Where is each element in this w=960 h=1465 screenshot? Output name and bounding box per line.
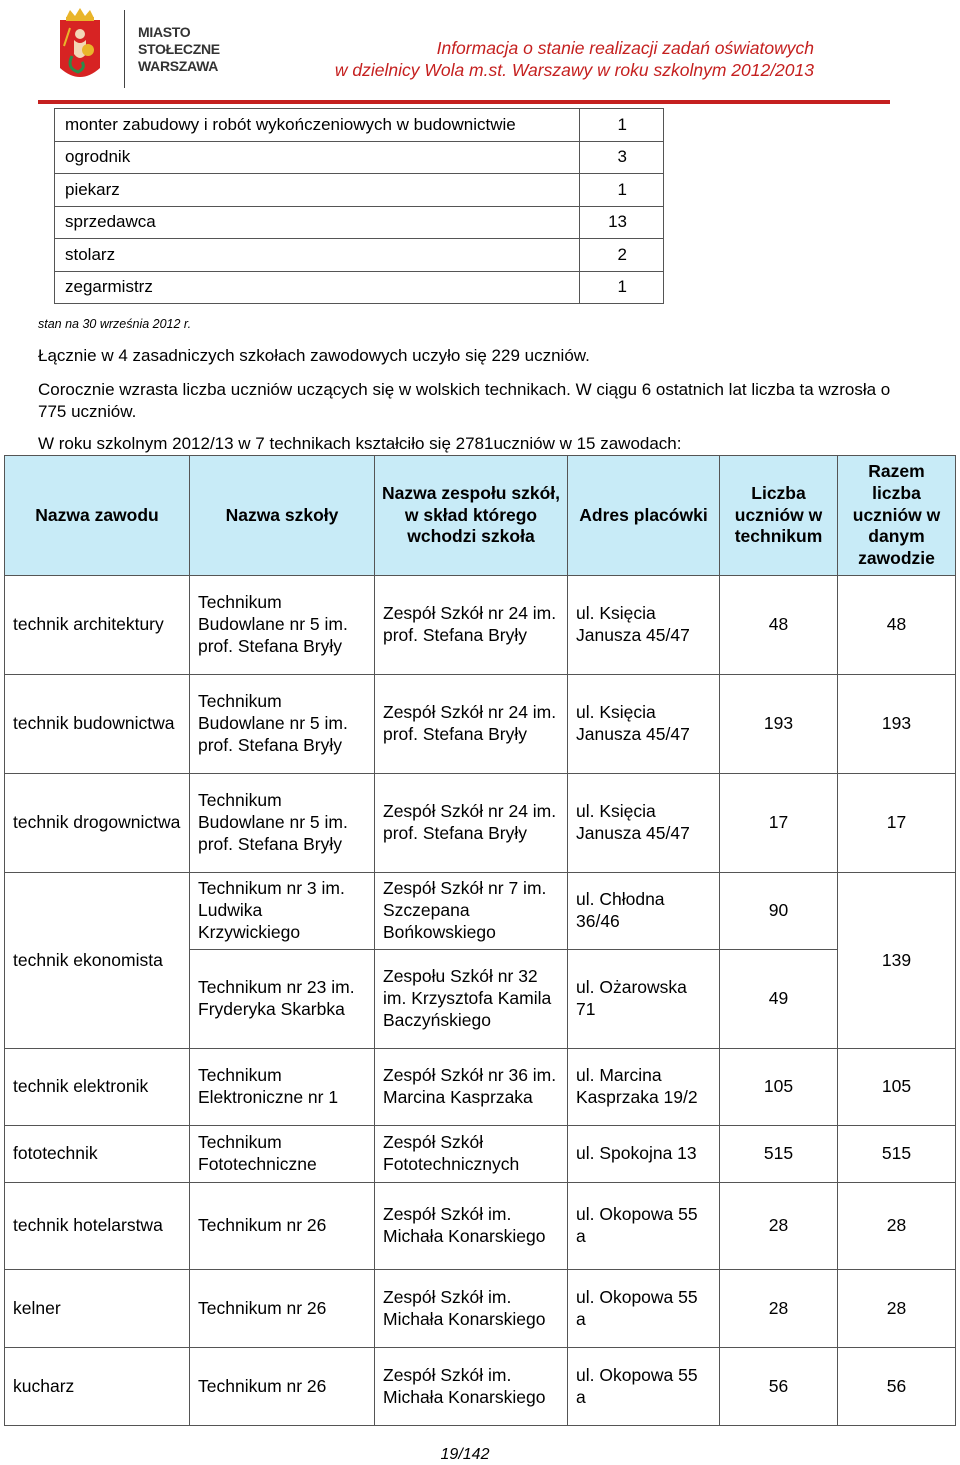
- table-row: [55, 174, 664, 207]
- address-cell: ul. Okopowa 55 a: [568, 1270, 720, 1348]
- total-cell: 56: [838, 1348, 956, 1426]
- paragraph-3: W roku szkolnym 2012/13 w 7 technikach kształciło się 2781uczniów w 15 zawodach:: [38, 434, 682, 453]
- total-cell: 105: [838, 1049, 956, 1126]
- profession-cell: technik budownictwa: [5, 675, 190, 774]
- logo-divider: [124, 10, 125, 88]
- profession-cell: technik drogownictwa: [5, 774, 190, 873]
- technical-schools-table: [4, 455, 956, 1426]
- school-cell: Technikum Budowlane nr 5 im. prof. Stefana Bryły: [190, 576, 375, 675]
- profession-count: 13: [580, 206, 664, 239]
- table-row: [5, 1049, 956, 1126]
- address-cell: ul. Ożarowska 71: [568, 950, 720, 1049]
- complex-cell: Zespół Szkół nr 24 im. prof. Stefana Bryły: [375, 576, 568, 675]
- total-cell: 139: [838, 873, 956, 1049]
- complex-cell: Zespół Szkół nr 7 im. Szczepana Bońkowskiego: [375, 873, 568, 950]
- warsaw-coat-of-arms-icon: [56, 6, 104, 86]
- header-title-line-1: Informacja o stanie realizacji zadań oświatowych: [436, 38, 814, 58]
- complex-cell: Zespołu Szkół nr 32 im. Krzysztofa Kamila Baczyńskiego: [375, 950, 568, 1049]
- table-row: [55, 141, 664, 174]
- profession-count: 1: [580, 109, 664, 142]
- table-row: [55, 239, 664, 272]
- complex-cell: Zespół Szkół nr 36 im. Marcina Kasprzaka: [375, 1049, 568, 1126]
- school-cell: Technikum Elektroniczne nr 1: [190, 1049, 375, 1126]
- table-row: [55, 109, 664, 142]
- address-cell: ul. Spokojna 13: [568, 1126, 720, 1183]
- address-cell: ul. Chłodna 36/46: [568, 873, 720, 950]
- header-school: Nazwa szkoły: [190, 456, 375, 576]
- students-cell: 515: [720, 1126, 838, 1183]
- address-cell: ul. Księcia Janusza 45/47: [568, 576, 720, 675]
- students-cell: 193: [720, 675, 838, 774]
- table-row: [5, 675, 956, 774]
- profession-cell: technik hotelarstwa: [5, 1183, 190, 1270]
- complex-cell: Zespół Szkół Fototechnicznych: [375, 1126, 568, 1183]
- logo-text-line-3: WARSZAWA: [138, 58, 219, 74]
- profession-count: 1: [580, 174, 664, 207]
- paragraph-2: Corocznie wzrasta liczba uczniów uczących się w wolskich technikach. W ciągu 6 ostatnich lat liczba ta wzrosła o 775 uczniów.: [38, 380, 891, 421]
- address-cell: ul. Księcia Janusza 45/47: [568, 774, 720, 873]
- table-row: [5, 873, 956, 950]
- students-cell: 49: [720, 950, 838, 1049]
- profession-cell: technik ekonomista: [5, 873, 190, 1049]
- profession-cell: fototechnik: [5, 1126, 190, 1183]
- header-students-count: Liczba uczniów w technikum: [720, 456, 838, 576]
- school-cell: Technikum nr 26: [190, 1348, 375, 1426]
- profession-cell: kelner: [5, 1270, 190, 1348]
- school-cell: Technikum Fototechniczne: [190, 1126, 375, 1183]
- table-header-row: [5, 456, 956, 576]
- professions-small-table: [54, 108, 664, 304]
- students-cell: 105: [720, 1049, 838, 1126]
- students-cell: 56: [720, 1348, 838, 1426]
- school-cell: Technikum nr 26: [190, 1270, 375, 1348]
- address-cell: ul. Okopowa 55 a: [568, 1183, 720, 1270]
- complex-cell: Zespół Szkół nr 24 im. prof. Stefana Bryły: [375, 675, 568, 774]
- total-cell: 515: [838, 1126, 956, 1183]
- school-cell: Technikum Budowlane nr 5 im. prof. Stefana Bryły: [190, 675, 375, 774]
- school-cell: Technikum Budowlane nr 5 im. prof. Stefana Bryły: [190, 774, 375, 873]
- table-row: [55, 271, 664, 304]
- table-row: [55, 206, 664, 239]
- school-cell: Technikum nr 3 im. Ludwika Krzywickiego: [190, 873, 375, 950]
- students-cell: 48: [720, 576, 838, 675]
- address-cell: ul. Marcina Kasprzaka 19/2: [568, 1049, 720, 1126]
- profession-count: 1: [580, 271, 664, 304]
- table-note: stan na 30 września 2012 r.: [38, 317, 192, 331]
- profession-name: monter zabudowy i robót wykończeniowych w budownictwie: [55, 109, 580, 142]
- complex-cell: Zespół Szkół im. Michała Konarskiego: [375, 1348, 568, 1426]
- profession-cell: kucharz: [5, 1348, 190, 1426]
- profession-name: piekarz: [55, 174, 580, 207]
- header-address: Adres placówki: [568, 456, 720, 576]
- profession-cell: technik architektury: [5, 576, 190, 675]
- logo-text-line-1: MIASTO: [138, 24, 191, 40]
- table-row: [5, 1270, 956, 1348]
- table-row: [5, 1183, 956, 1270]
- school-cell: Technikum nr 23 im. Fryderyka Skarbka: [190, 950, 375, 1049]
- header-title-line-2: w dzielnicy Wola m.st. Warszawy w roku szkolnym 2012/2013: [334, 60, 814, 80]
- profession-count: 3: [580, 141, 664, 174]
- total-cell: 28: [838, 1270, 956, 1348]
- profession-name: ogrodnik: [55, 141, 580, 174]
- students-cell: 28: [720, 1270, 838, 1348]
- students-cell: 28: [720, 1183, 838, 1270]
- school-cell: Technikum nr 26: [190, 1183, 375, 1270]
- address-cell: ul. Okopowa 55 a: [568, 1348, 720, 1426]
- students-cell: 90: [720, 873, 838, 950]
- table-row: [5, 1348, 956, 1426]
- students-cell: 17: [720, 774, 838, 873]
- address-cell: ul. Księcia Janusza 45/47: [568, 675, 720, 774]
- total-cell: 17: [838, 774, 956, 873]
- paragraph-1: Łącznie w 4 zasadniczych szkołach zawodowych uczyło się 229 uczniów.: [38, 346, 590, 365]
- header-rule: [38, 100, 890, 104]
- total-cell: 48: [838, 576, 956, 675]
- logo-text-line-2: STOŁECZNE: [138, 41, 220, 57]
- profession-name: sprzedawca: [55, 206, 580, 239]
- complex-cell: Zespół Szkół im. Michała Konarskiego: [375, 1183, 568, 1270]
- profession-count: 2: [580, 239, 664, 272]
- total-cell: 28: [838, 1183, 956, 1270]
- profession-name: zegarmistrz: [55, 271, 580, 304]
- header-total-students: Razem liczba uczniów w danym zawodzie: [838, 456, 956, 576]
- profession-cell: technik elektronik: [5, 1049, 190, 1126]
- complex-cell: Zespół Szkół im. Michała Konarskiego: [375, 1270, 568, 1348]
- profession-name: stolarz: [55, 239, 580, 272]
- total-cell: 193: [838, 675, 956, 774]
- table-row: [5, 576, 956, 675]
- page-number: 19/142: [440, 1446, 490, 1463]
- table-row: [5, 1126, 956, 1183]
- complex-cell: Zespół Szkół nr 24 im. prof. Stefana Bryły: [375, 774, 568, 873]
- header-profession: Nazwa zawodu: [5, 456, 190, 576]
- header-school-complex: Nazwa zespołu szkół, w skład którego wchodzi szkoła: [375, 456, 568, 576]
- table-row: [5, 774, 956, 873]
